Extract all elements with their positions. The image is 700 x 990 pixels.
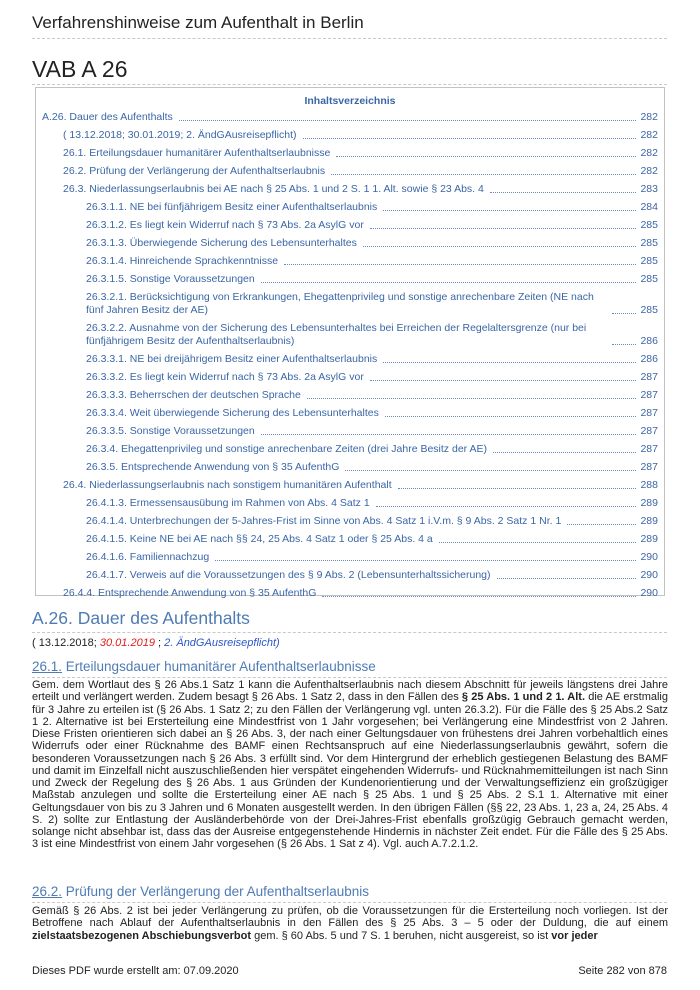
- toc-entry-text: 26.4. Niederlassungserlaubnis nach sonstigem humanitären Aufenthalt: [63, 479, 392, 491]
- toc-dot-leader: [284, 264, 636, 265]
- toc-dot-leader: [497, 578, 637, 579]
- toc-entry-page: 285: [640, 255, 658, 267]
- paragraph-text: die AE erstmalig für 3 Jahre zu erteilen ist (§ 26 Abs. 1 Satz 2; zu den Fällen der Verlängerung vgl. unten 26.3.2). Für die Fälle des § 25 Abs.2 Satz 1 2. Alternative ist bei Ersterteilung eine Mindestfrist von 1 Jahr vorgesehen; bei Verlängerung eine Mindestfrist von 2 Jahren. Diese Fristen orientieren sich dabei an § 26 Abs. 3, der nach einer Geltungsdauer von frühestens drei Jahren vorbehaltlich eines Widerrufs oder einer Rücknahme des BAMF einen Rechtsanspruch auf eine Niederlassungserlaubnis gewährt, sofern die besonderen Voraussetzungen nach § 26 Abs. 3 erfüllt sind. Vor dem Hintergrund der erheblich gestiegenen Belastung des BAMF und damit im Einzelfall nicht auszuschließenden hier verspätet eingehenden Widerrufs- und Rücknahmemitteilungen ist nach Sinn und Zweck der Regelung des § 26 Abs. 1 aus Gründen der Kundenorientierung und der Verwaltungseffizienz ein großzügiger Maßstab anzulegen und sollte die Ersterteilung einer AE nach § 25 Abs. 1 und § 25 Abs. 2 S.1 1. Alternative mit einer Geltungsdauer von bis zu 3 Jahren und 6 Monaten ausgestellt werden. In den übrigen Fällen (§§ 22, 23 Abs. 1, 23 a, 24, 25 Abs. 4 S. 2) sollte zur Entlastung der Ausländerbehörde von der Drei-Jahres-Frist ebenfalls großzügig Gebrauch gemacht werden, solange nicht absehbar ist, dass das der Ausreise entgegenstehende Hindernis in nächster Zeit endet. Für die Fälle des § 25 Abs. 3 ist eine Mindestfrist von einem Jahr vorgesehen (§ 26 Abs. 1 Sat z 4). Vgl. auch A.7.2.1.2.: [32, 691, 668, 851]
- subsection-26-1-title: [32, 659, 376, 674]
- toc-entry-page: 289: [640, 515, 658, 527]
- toc-entry[interactable]: [36, 497, 664, 510]
- toc-dot-leader: [303, 138, 637, 139]
- toc-dot-leader: [490, 192, 637, 193]
- toc-dot-leader: [612, 313, 636, 314]
- toc-entry-page: 288: [640, 479, 658, 491]
- toc-entry[interactable]: [36, 389, 664, 402]
- toc-entry-text: 26.3. Niederlassungserlaubnis bei AE nach § 25 Abs. 1 und 2 S. 1 1. Alt. sowie § 23 Abs. 4: [63, 183, 484, 195]
- toc-dot-leader: [363, 246, 637, 247]
- toc-entry-text: 26.3.3.3. Beherrschen der deutschen Sprache: [86, 389, 301, 401]
- toc-dot-leader: [612, 344, 636, 345]
- toc-entry-page: 287: [640, 389, 658, 401]
- toc-entry[interactable]: [36, 551, 664, 564]
- toc-entry[interactable]: [36, 353, 664, 366]
- toc-entry-text: 26.3.1.5. Sonstige Voraussetzungen: [86, 273, 255, 285]
- toc-entry[interactable]: [36, 183, 664, 196]
- toc-entry[interactable]: [36, 291, 664, 317]
- toc-entry-page: 289: [640, 533, 658, 545]
- toc-entry-text: 26.4.1.3. Ermessensausübung im Rahmen von Abs. 4 Satz 1: [86, 497, 370, 509]
- toc-entry-page: 287: [640, 443, 658, 455]
- toc-heading: Inhaltsverzeichnis: [304, 95, 396, 107]
- section-dates: [32, 637, 280, 649]
- toc-entry-text: 26.3.3.4. Weit überwiegende Sicherung des Lebensunterhaltes: [86, 407, 379, 419]
- toc-dot-leader: [567, 524, 636, 525]
- toc-dot-leader: [383, 362, 636, 363]
- toc-entry-page: 289: [640, 497, 658, 509]
- amendment-link[interactable]: 2. ÄndGAusreisepflicht): [164, 637, 280, 649]
- subsection-26-2-paragraph: [32, 905, 668, 942]
- date-separator: ;: [154, 637, 165, 649]
- date-plain: ( 13.12.2018;: [32, 637, 100, 649]
- toc-entry[interactable]: [36, 515, 664, 528]
- toc-entry-text: A.26. Dauer des Aufenthalts: [42, 111, 173, 123]
- toc-entry-text: 26.3.3.2. Es liegt kein Widerruf nach § 73 Abs. 2a AsylG vor: [86, 371, 364, 383]
- toc-dot-leader: [261, 282, 637, 283]
- toc-dot-leader: [261, 434, 637, 435]
- toc-entry[interactable]: [36, 147, 664, 160]
- toc-entry-page: 285: [640, 304, 658, 316]
- section-title: A.26. Dauer des Aufenthalts: [32, 608, 250, 628]
- header-divider: [32, 38, 667, 39]
- subsection-number-link[interactable]: 26.2.: [32, 884, 63, 899]
- toc-dot-leader: [439, 542, 637, 543]
- date-red-link[interactable]: 30.01.2019: [99, 637, 155, 649]
- toc-entry-page: 287: [640, 407, 658, 419]
- toc-dot-leader: [493, 452, 636, 453]
- toc-dot-leader: [307, 398, 637, 399]
- toc-dot-leader: [322, 596, 636, 597]
- toc-entry[interactable]: [36, 201, 664, 214]
- subsection-divider: [32, 677, 667, 678]
- toc-dot-leader: [331, 174, 636, 175]
- toc-entry-text: 26.4.4. Entsprechende Anwendung von § 35 AufenthG: [63, 587, 317, 599]
- subsection-title-text: Prüfung der Verlängerung der Aufenthaltserlaubnis: [62, 884, 369, 899]
- toc-entry-text: 26.3.2.2. Ausnahme von der Sicherung des Lebensunterhaltes bei Erreichen der Regelaltersgrenze (nur bei fünfjährigem Besitz der Aufenthaltserlaubnis): [86, 322, 587, 347]
- toc-entry[interactable]: [36, 569, 664, 582]
- subsection-number-link[interactable]: 26.1.: [32, 659, 63, 674]
- running-header: Verfahrenshinweise zum Aufenthalt in Berlin: [32, 13, 364, 32]
- toc-entry-page: 286: [640, 335, 658, 347]
- toc-entry[interactable]: [36, 479, 664, 492]
- toc-entry[interactable]: [36, 111, 664, 124]
- toc-entry[interactable]: [36, 425, 664, 438]
- toc-dot-leader: [383, 210, 636, 211]
- toc-dot-leader: [385, 416, 637, 417]
- toc-entry-text: 26.3.2.1. Berücksichtigung von Erkrankungen, Ehegattenprivileg und sonstige anrechenbare Zeiten (NE nach fünf Jahren Besitz der AE): [86, 291, 594, 316]
- toc-entry[interactable]: [36, 461, 664, 474]
- toc-entry[interactable]: [36, 219, 664, 232]
- toc-dot-leader: [370, 228, 637, 229]
- toc-entry-page: 290: [640, 551, 658, 563]
- toc-entry-page: 284: [640, 201, 658, 213]
- toc-dot-leader: [370, 380, 637, 381]
- toc-dot-leader: [336, 156, 636, 157]
- toc-entry-page: 287: [640, 461, 658, 473]
- toc-entry-text: 26.4.1.6. Familiennachzug: [86, 551, 210, 563]
- toc-entry[interactable]: [36, 255, 664, 268]
- toc-entry-text: 26.2. Prüfung der Verlängerung der Aufenthaltserlaubnis: [63, 165, 326, 177]
- toc-entry-text: 26.3.1.3. Überwiegende Sicherung des Lebensunterhaltes: [86, 237, 357, 249]
- toc-list: [36, 111, 664, 600]
- toc-entry-page: 290: [640, 587, 658, 599]
- toc-entry-text: 26.3.1.1. NE bei fünfjährigem Besitz einer Aufenthaltserlaubnis: [86, 201, 378, 213]
- title-divider: [32, 84, 667, 85]
- toc-entry-text: 26.4.1.7. Verweis auf die Voraussetzungen des § 9 Abs. 2 (Lebensunterhaltssicherung): [86, 569, 491, 581]
- paragraph-bold-text: zielstaatsbezogenen Abschiebungsverbot: [32, 929, 252, 942]
- toc-entry[interactable]: [36, 443, 664, 456]
- toc-entry-text: 26.3.5. Entsprechende Anwendung von § 35 AufenthG: [86, 461, 340, 473]
- toc-entry[interactable]: [36, 322, 664, 348]
- toc-entry-text: ( 13.12.2018; 30.01.2019; 2. ÄndGAusreisepflicht): [63, 129, 297, 141]
- toc-entry-text: 26.4.1.4. Unterbrechungen der 5-Jahres-Frist im Sinne von Abs. 4 Satz 1 i.V.m. § 9 Abs. 2 Satz 1 Nr. 1: [86, 515, 562, 527]
- toc-entry-page: 282: [640, 165, 658, 177]
- toc-dot-leader: [398, 488, 637, 489]
- toc-entry[interactable]: [36, 533, 664, 546]
- toc-entry-page: 287: [640, 425, 658, 437]
- subsection-26-2-title: [32, 884, 369, 899]
- toc-entry-text: 26.3.4. Ehegattenprivileg und sonstige anrechenbare Zeiten (drei Jahre Besitz der AE): [86, 443, 487, 455]
- toc-entry-text: 26.1. Erteilungsdauer humanitärer Aufenthaltserlaubnisse: [63, 147, 331, 159]
- paragraph-text: Gem. dem Wortlaut des § 26 Abs.1 Satz 1 kann die Aufenthaltserlaubnis nach diesem Abschnitt für jeweils längstens drei Jahre erteilt und verlängert werden. Zudem besagt § 26 Abs. 1 Satz 2, dass in den Fällen des: [32, 679, 668, 704]
- toc-entry-page: 285: [640, 273, 658, 285]
- paragraph-bold-text: vor jeder: [551, 929, 598, 942]
- toc-entry-page: 286: [640, 353, 658, 365]
- toc-entry-text: 26.3.3.5. Sonstige Voraussetzungen: [86, 425, 255, 437]
- document-title: VAB A 26: [32, 56, 128, 82]
- footer-created-date: Dieses PDF wurde erstellt am: 07.09.2020: [32, 965, 239, 977]
- toc-entry[interactable]: [36, 237, 664, 250]
- toc-dot-leader: [179, 120, 637, 121]
- toc-entry[interactable]: [36, 129, 664, 142]
- toc-entry-text: 26.3.1.4. Hinreichende Sprachkenntnisse: [86, 255, 279, 267]
- paragraph-text: gem. § 60 Abs. 5 und 7 S. 1 beruhen, nicht ausgereist, so ist: [251, 929, 552, 942]
- toc-entry[interactable]: [36, 587, 664, 600]
- toc-entry-text: 26.3.3.1. NE bei dreijährigem Besitz einer Aufenthaltserlaubnis: [86, 353, 378, 365]
- toc-entry-page: 285: [640, 237, 658, 249]
- table-of-contents: [35, 87, 665, 599]
- toc-entry-page: 287: [640, 371, 658, 383]
- toc-entry-page: 282: [640, 147, 658, 159]
- toc-dot-leader: [345, 470, 636, 471]
- section-divider: [32, 632, 667, 633]
- toc-entry[interactable]: [36, 273, 664, 286]
- toc-entry[interactable]: [36, 371, 664, 384]
- toc-entry-page: 282: [640, 129, 658, 141]
- toc-entry-page: 282: [640, 111, 658, 123]
- toc-entry-page: 290: [640, 569, 658, 581]
- toc-dot-leader: [376, 506, 637, 507]
- toc-entry-text: 26.4.1.5. Keine NE bei AE nach §§ 24, 25 Abs. 4 Satz 1 oder § 25 Abs. 4 a: [86, 533, 433, 545]
- toc-dot-leader: [215, 560, 636, 561]
- toc-entry[interactable]: [36, 407, 664, 420]
- toc-entry-page: 283: [640, 183, 658, 195]
- toc-entry-page: 285: [640, 219, 658, 231]
- paragraph-text: Gemäß § 26 Abs. 2 ist bei jeder Verlängerung zu prüfen, ob die Voraussetzungen für die Ersterteilung noch vorliegen. Ist der Betroffene nach Ablauf der Aufenthaltserlaubnis in den Fällen des § 25 Abs. 3 – 5 oder der Duldung, die auf einem: [32, 905, 668, 930]
- toc-entry-text: 26.3.1.2. Es liegt kein Widerruf nach § 73 Abs. 2a AsylG vor: [86, 219, 364, 231]
- subsection-26-1-paragraph: [32, 679, 668, 851]
- toc-entry[interactable]: [36, 165, 664, 178]
- footer-page-number: Seite 282 von 878: [578, 965, 667, 977]
- subsection-divider: [32, 902, 667, 903]
- subsection-title-text: Erteilungsdauer humanitärer Aufenthaltserlaubnisse: [62, 659, 376, 674]
- paragraph-bold-text: § 25 Abs. 1 und 2 1. Alt.: [461, 691, 586, 704]
